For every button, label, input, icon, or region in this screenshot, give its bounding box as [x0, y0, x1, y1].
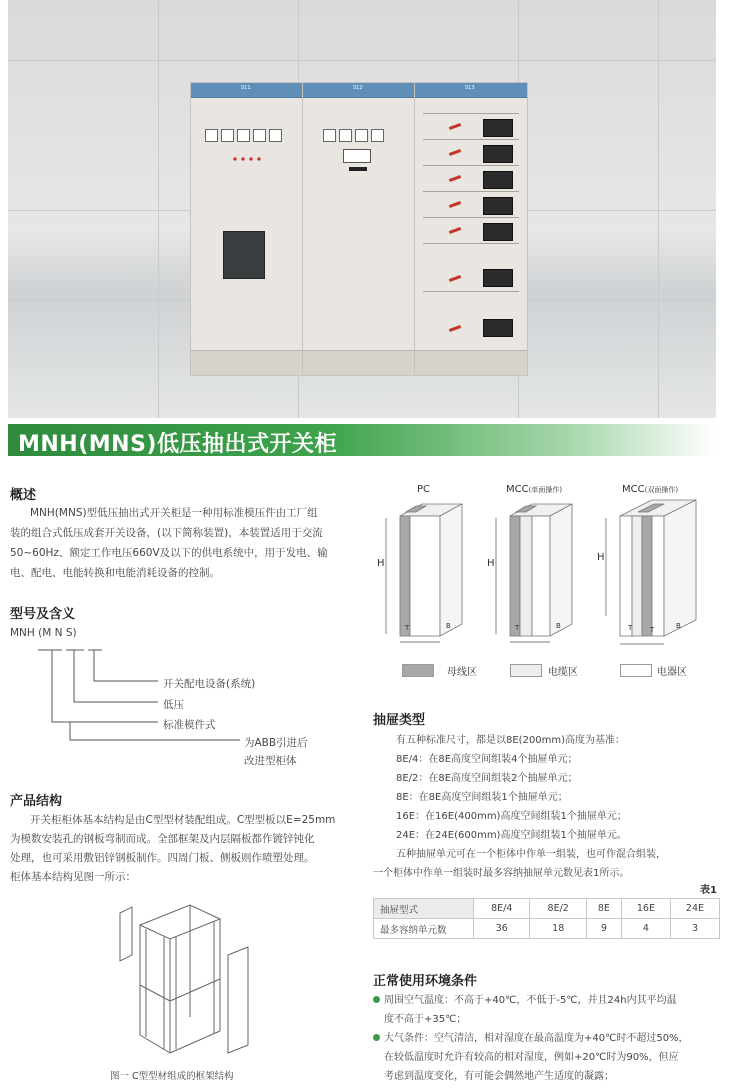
drawer-line: 8E：在8E高度空间组装1个抽屉单元；	[396, 792, 568, 803]
table-cell: 18	[530, 919, 586, 939]
legend-device: 电器区	[657, 667, 687, 678]
legend-cable-swatch	[510, 664, 542, 677]
structure-line: 开关柜柜体基本结构是由C型型材装配组成。C型型板以E=25mm	[30, 814, 336, 826]
drawer-line: 8E/2：在8E高度空间组装2个抽屉单元；	[396, 773, 578, 784]
drawer-line: 24E：在24E(600mm)高度空间组装1个抽屉单元。	[396, 830, 627, 841]
dim-t: T	[650, 626, 655, 634]
env-heading: 正常使用环境条件	[373, 974, 478, 989]
frame-structure-figure	[110, 885, 260, 1065]
dim-t: T	[628, 624, 633, 632]
table-cell: 8E/4	[474, 899, 530, 919]
env-line: 在较低温度时允许有较高的相对湿度，例如+20℃时为90%，但应	[384, 1052, 679, 1063]
dim-t: T	[515, 624, 520, 632]
page-title: MNH(MNS)低压抽出式开关柜	[18, 432, 337, 457]
env-line: 度不高于+35℃；	[384, 1014, 467, 1025]
table-cell: 24E	[670, 899, 719, 919]
model-label: 开关配电设备(系统)	[163, 678, 256, 690]
drawer-line: 8E/4：在8E高度空间组装4个抽屉单元；	[396, 754, 578, 765]
table-row	[374, 899, 720, 919]
table-cell: 8E/2	[530, 899, 586, 919]
diagram-title: MCC(单面操作)	[506, 484, 563, 495]
dim-h: H	[487, 558, 495, 569]
legend-busbar-swatch	[402, 664, 434, 677]
dim-b: B	[676, 622, 681, 630]
table-cell: 36	[474, 919, 530, 939]
model-label: 为ABB引进后	[244, 737, 308, 749]
legend-device-swatch	[620, 664, 652, 677]
cabinet-pc: S11	[190, 82, 304, 376]
table-cell: 最多容纳单元数	[374, 919, 474, 939]
dim-b: B	[556, 622, 561, 630]
drawer-line: 五种抽屉单元可在一个柜体中作单一组装，也可作混合组装，	[396, 849, 666, 860]
table-cell: 16E	[621, 899, 670, 919]
cabinet-mcc-1: S12	[302, 82, 416, 376]
table-label: 表1	[700, 885, 717, 896]
model-code: MNH (M N S)	[10, 627, 77, 639]
structure-heading: 产品结构	[10, 794, 63, 809]
table-cell: 4	[621, 919, 670, 939]
bullet-icon	[373, 1034, 380, 1041]
drawer-heading: 抽屉类型	[373, 713, 426, 728]
bullet-icon	[373, 996, 380, 1003]
cabinet-type-diagrams	[370, 496, 730, 656]
table-cell: 抽屉型式	[374, 899, 474, 919]
table-cell: 3	[670, 919, 719, 939]
drawer-line: 有五种标准尺寸，都是以8E(200mm)高度为基准：	[396, 735, 626, 746]
table-cell: 8E	[586, 899, 621, 919]
env-line: 考虑到温度变化，有可能会偶然地产生适度的凝露；	[384, 1071, 614, 1082]
dim-h: H	[377, 558, 385, 569]
product-photo	[8, 0, 716, 418]
diagram-title: MCC(双面操作)	[622, 484, 679, 495]
overview-line: 装的组合式低压成套开关设备，(以下简称装置)，本装置适用于交流	[10, 527, 323, 539]
model-heading: 型号及含义	[10, 607, 76, 622]
cabinet-mcc-2: S13	[414, 82, 528, 376]
env-line: 周围空气温度：不高于+40℃，不低于-5℃，并且24h内其平均温	[384, 995, 677, 1006]
legend-busbar: 母线区	[447, 667, 477, 678]
overview-line: MNH(MNS)型低压抽出式开关柜是一种用标准模压件由工厂组	[30, 507, 318, 519]
figure-caption: 图一 C型型材组成的框架结构	[110, 1071, 234, 1082]
legend-cable: 电缆区	[548, 667, 578, 678]
dim-b: B	[446, 622, 451, 630]
drawer-line: 16E：在16E(400mm)高度空间组装1个抽屉单元；	[396, 811, 627, 822]
structure-line: 为模数安装孔的钢板弯制而成。全部框架及内层隔板都作镀锌钝化	[10, 833, 315, 845]
model-label: 改进型柜体	[244, 755, 297, 767]
overview-line: 电、配电、电能转换和电能消耗设备的控制。	[10, 567, 220, 579]
model-bracket-diagram	[30, 640, 270, 770]
drawer-table	[373, 898, 720, 939]
env-line: 大气条件：空气清洁，相对湿度在最高温度为+40℃时不超过50%，	[384, 1033, 689, 1044]
model-label: 标准模件式	[163, 719, 216, 731]
structure-line: 柜体基本结构见图一所示：	[10, 871, 136, 883]
diagram-title: PC	[417, 484, 431, 495]
drawer-line: 一个柜体中作单一组装时最多容纳抽屉单元数见表1所示。	[373, 868, 630, 879]
table-row	[374, 919, 720, 939]
overview-line: 50~60Hz、额定工作电压660V及以下的供电系统中，用于发电、输	[10, 547, 328, 559]
structure-line: 处理，也可采用敷铝锌钢板制作。四周门板、侧板则作喷塑处理。	[10, 852, 315, 864]
model-label: 低压	[163, 699, 184, 711]
dim-t: T	[405, 624, 410, 632]
table-cell: 9	[586, 919, 621, 939]
overview-heading: 概述	[10, 488, 37, 503]
dim-h: H	[597, 552, 605, 563]
